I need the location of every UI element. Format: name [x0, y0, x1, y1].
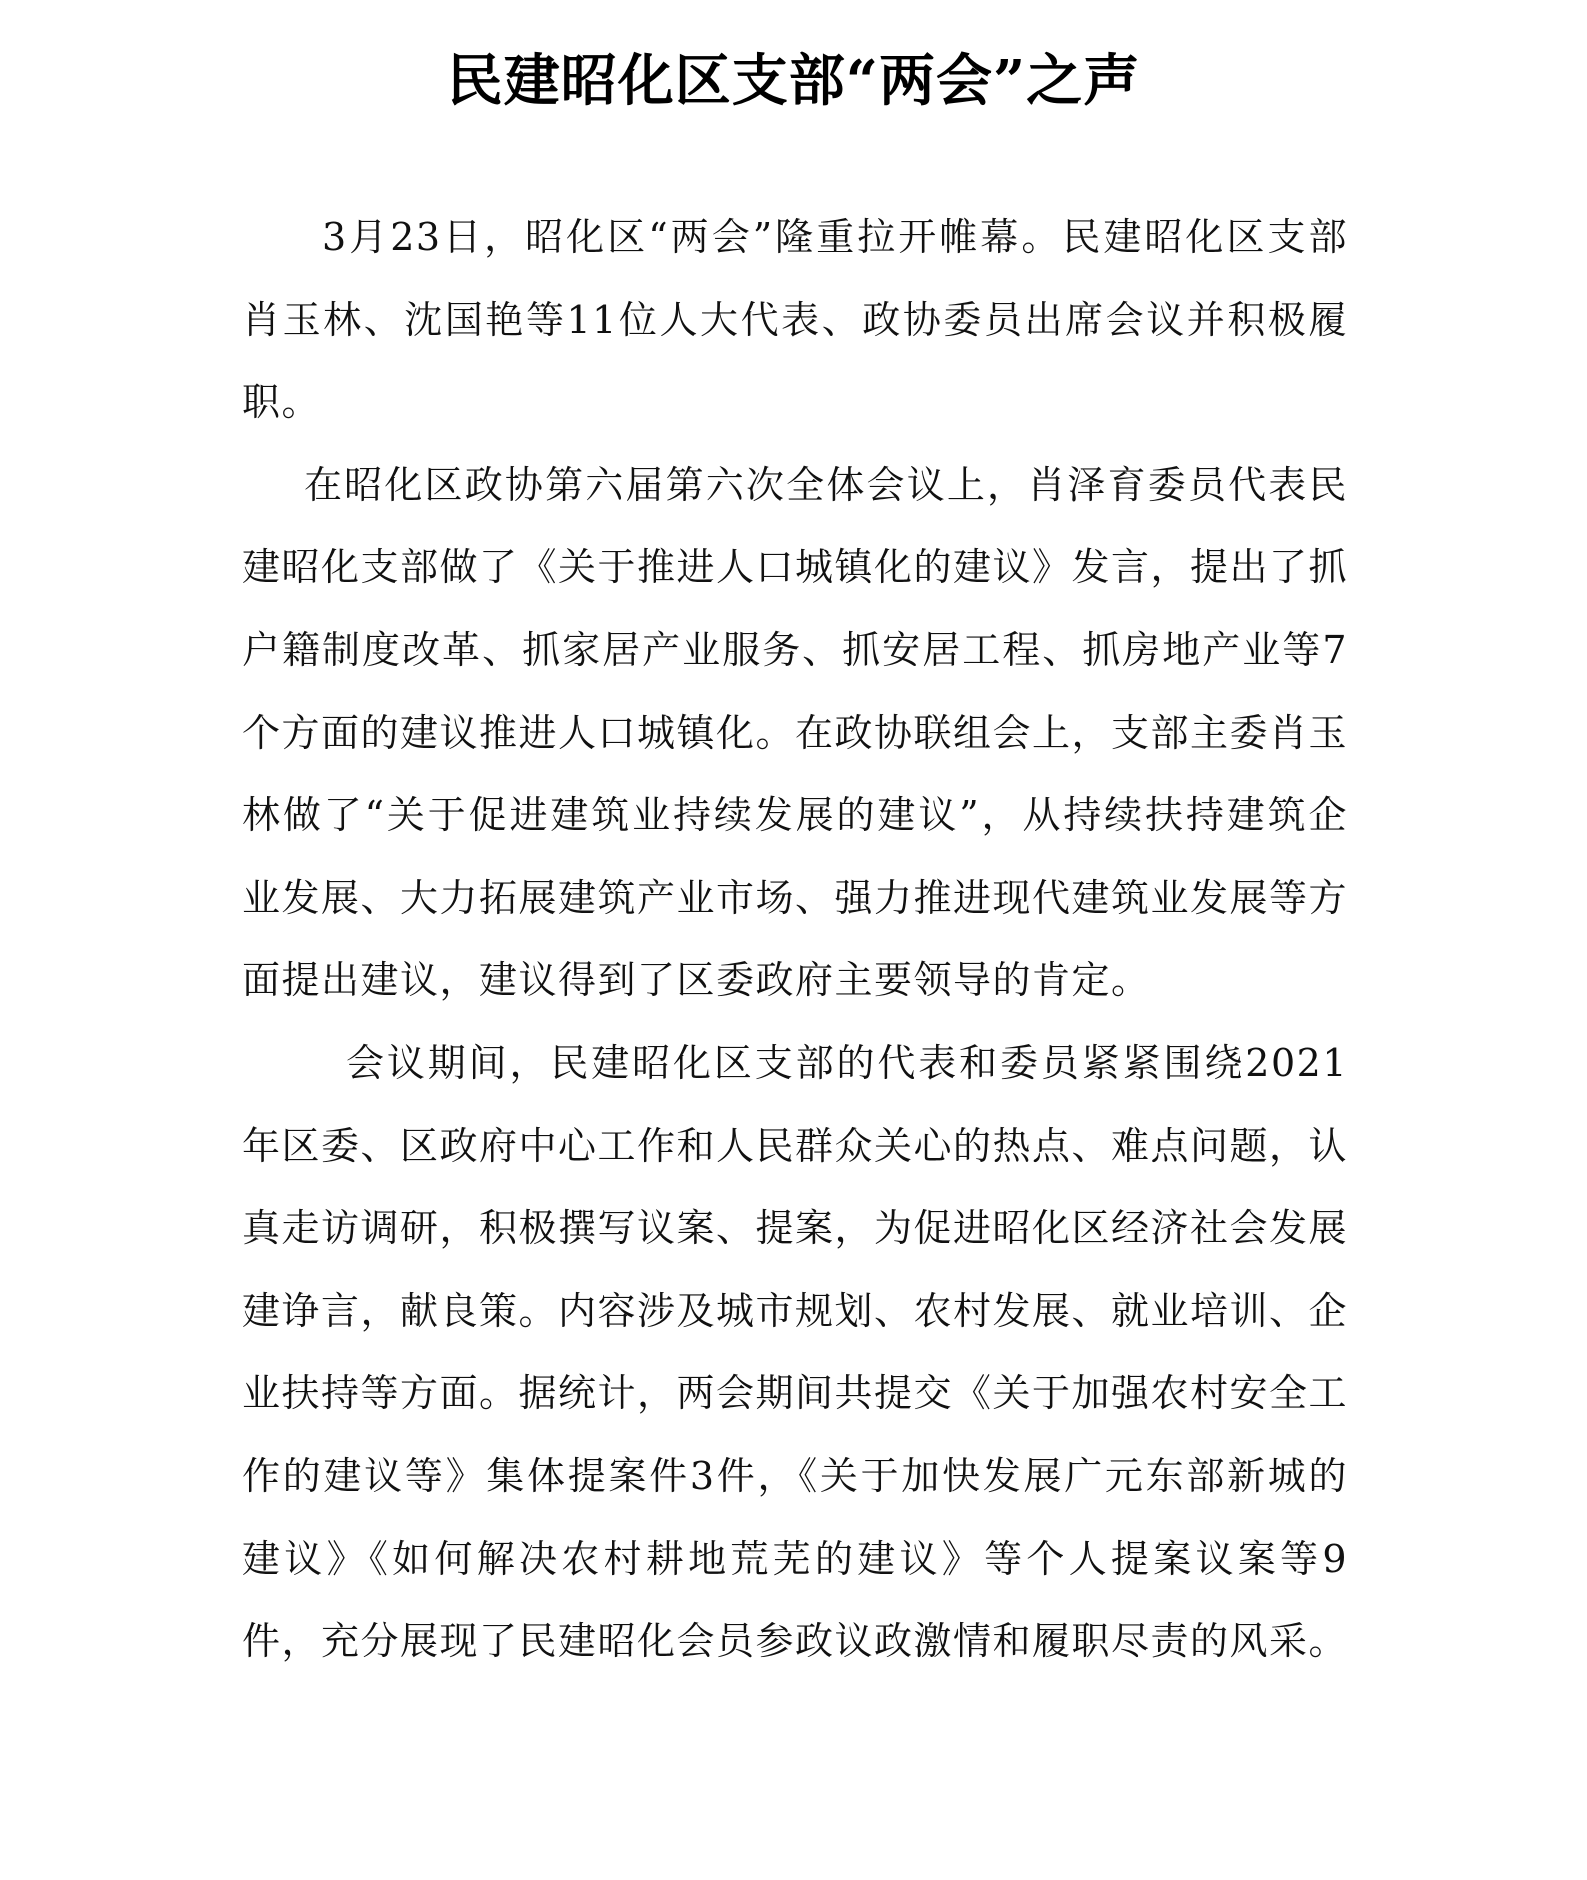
- paragraph-cppcc-session: 在昭化区政协第六届第六次全体会议上，肖泽育委员代表民建昭化支部做了《关于推进人口城镇化的建议》发言，提出了抓户籍制度改革、抓家居产业服务、抓安居工程、抓房地产业等7个方面的建议推进人口城镇化。在政协联组会上，支部主委肖玉林做了“关于促进建筑业持续发展的建议”，从持续扶持建筑企业发展、大力拓展建筑产业市场、强力推进现代建筑业发展等方面提出建议，建议得到了区委政府主要领导的肯定。: [242, 462, 1349, 1003]
- paragraph-proposals: 会议期间，民建昭化区支部的代表和委员紧紧围绕2021年区委、区政府中心工作和人民群众关心的热点、难点问题，认真走访调研，积极撰写议案、提案，为促进昭化区经济社会发展建诤言，献良策。内容涉及城市规划、农村发展、就业培训、企业扶持等方面。据统计，两会期间共提交《关于加强农村安全工作的建议等》集体提案件3件，《关于加快发展广元东部新城的建议》《如何解决农村耕地荒芜的建议》等个人提案议案等9件，充分展现了民建昭化会员参政议政激情和履职尽责的风采。: [242, 1040, 1349, 1664]
- paragraph-opening: 3月23日，昭化区“两会”隆重拉开帷幕。民建昭化区支部肖玉林、沈国艳等11位人大代表、政协委员出席会议并积极履职。: [242, 215, 1348, 425]
- document-body: [242, 196, 1348, 1683]
- document-title: 民建昭化区支部“两会”之声: [446, 47, 1141, 114]
